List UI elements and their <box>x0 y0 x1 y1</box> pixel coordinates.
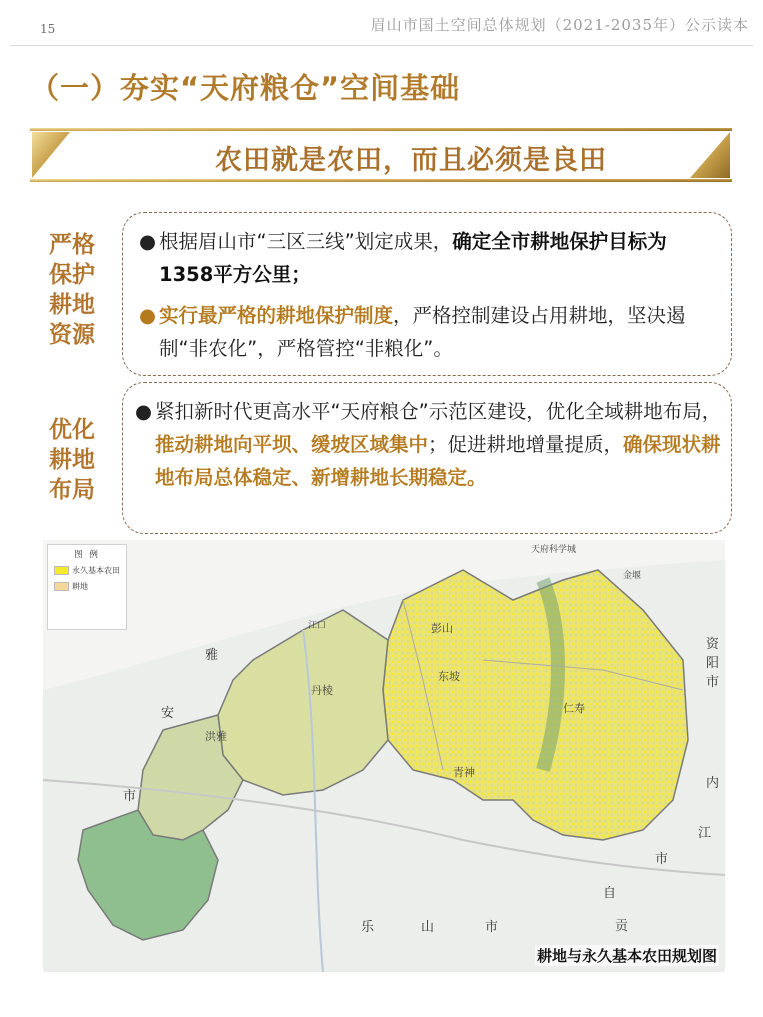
map-label-ya: 雅 <box>205 648 219 663</box>
map-label-pengshan: 彭山 <box>431 622 453 635</box>
legend-swatch <box>54 566 69 575</box>
item-text: ，严格控制建设占用耕地，坚决遏制“非农化”，严格管控“非粮化”。 <box>159 304 686 360</box>
item-text: ；促进耕地增量提质， <box>428 433 624 456</box>
bullet-icon: ● <box>135 400 153 423</box>
bullet-icon: ● <box>139 304 157 327</box>
legend-item-farmland <box>54 581 126 592</box>
map-caption: 耕地与永久基本农田规划图 <box>536 947 717 965</box>
map-label-jinyan: 金堰 <box>623 571 642 581</box>
map-legend <box>47 544 127 630</box>
map-label-an: 安 <box>161 706 175 721</box>
map-label-zi: 资 <box>706 637 720 652</box>
map-label-dongpo: 东坡 <box>438 670 460 683</box>
map-canvas <box>43 540 725 972</box>
map-label-gong: 贡 <box>615 919 629 934</box>
page-number: 15 <box>40 22 56 36</box>
list-item <box>137 299 709 365</box>
map-label-nei: 内 <box>706 776 720 791</box>
map-label-hongya: 洪雅 <box>205 730 227 743</box>
side-label-line: 严格 <box>49 232 95 258</box>
map-label-neijiang-shi: 市 <box>655 852 669 867</box>
map-label-renshou: 仁寿 <box>563 702 585 715</box>
side-label-protect <box>41 230 103 350</box>
item-text: 根据眉山市“三区三线”划定成果， <box>159 230 453 253</box>
side-label-line: 优化 <box>49 417 95 443</box>
item-text: 紧扣新时代更高水平“天府粮仓”示范区建设，优化全域耕地布局， <box>155 400 722 423</box>
bullet-icon: ● <box>139 230 157 253</box>
map-label-jiangkou: 江口 <box>308 621 327 631</box>
list-item <box>133 395 725 494</box>
list-item <box>137 225 709 291</box>
map-label-qingshen: 青神 <box>453 766 475 779</box>
legend-title: 图 例 <box>74 550 100 560</box>
side-label-line: 保护 <box>49 262 95 288</box>
section-title: （一）夯实“天府粮仓”空间基础 <box>30 71 461 105</box>
banner-text: 农田就是农田，而且必须是良田 <box>215 145 607 176</box>
item-emphasis: 确保现状耕地布局总体稳定、新增耕地长期稳定。 <box>155 433 721 489</box>
document-title: 眉山市国土空间总体规划（2021-2035年）公示读本 <box>370 16 749 34</box>
content-box-optimize <box>122 382 732 534</box>
item-emphasis: 推动耕地向平坝、缓坡区域集中 <box>155 433 429 456</box>
map-label-zi-gong: 自 <box>603 886 617 901</box>
item-emphasis: 实行最严格的耕地保护制度 <box>159 304 394 327</box>
item-emphasis: 确定全市耕地保护目标为1358平方公里； <box>159 230 667 286</box>
map-label-danling: 丹棱 <box>311 684 333 697</box>
side-label-line: 耕地 <box>49 292 95 318</box>
map-label-ziyang-shi: 市 <box>706 675 720 690</box>
banner <box>30 126 732 184</box>
side-label-line: 耕地 <box>49 447 95 473</box>
map-label-leshan-shi: 市 <box>485 920 499 935</box>
legend-item-basic-farmland <box>54 565 126 576</box>
legend-label: 永久基本农田 <box>72 566 120 575</box>
farmland-map <box>43 540 725 972</box>
content-box-protect <box>122 212 732 376</box>
map-label-jiang: 江 <box>698 826 712 841</box>
map-label-le: 乐 <box>361 920 375 935</box>
map-label-shan: 山 <box>421 920 435 935</box>
legend-swatch <box>54 582 69 591</box>
map-label-yang: 阳 <box>706 656 720 671</box>
legend-label: 耕地 <box>72 582 88 591</box>
map-label-shi-w: 市 <box>123 789 137 804</box>
header-divider <box>10 45 753 46</box>
map-label-tianfu: 天府科学城 <box>531 545 577 555</box>
side-label-line: 布局 <box>49 477 95 503</box>
side-label-line: 资源 <box>49 322 95 348</box>
side-label-optimize <box>41 415 103 505</box>
